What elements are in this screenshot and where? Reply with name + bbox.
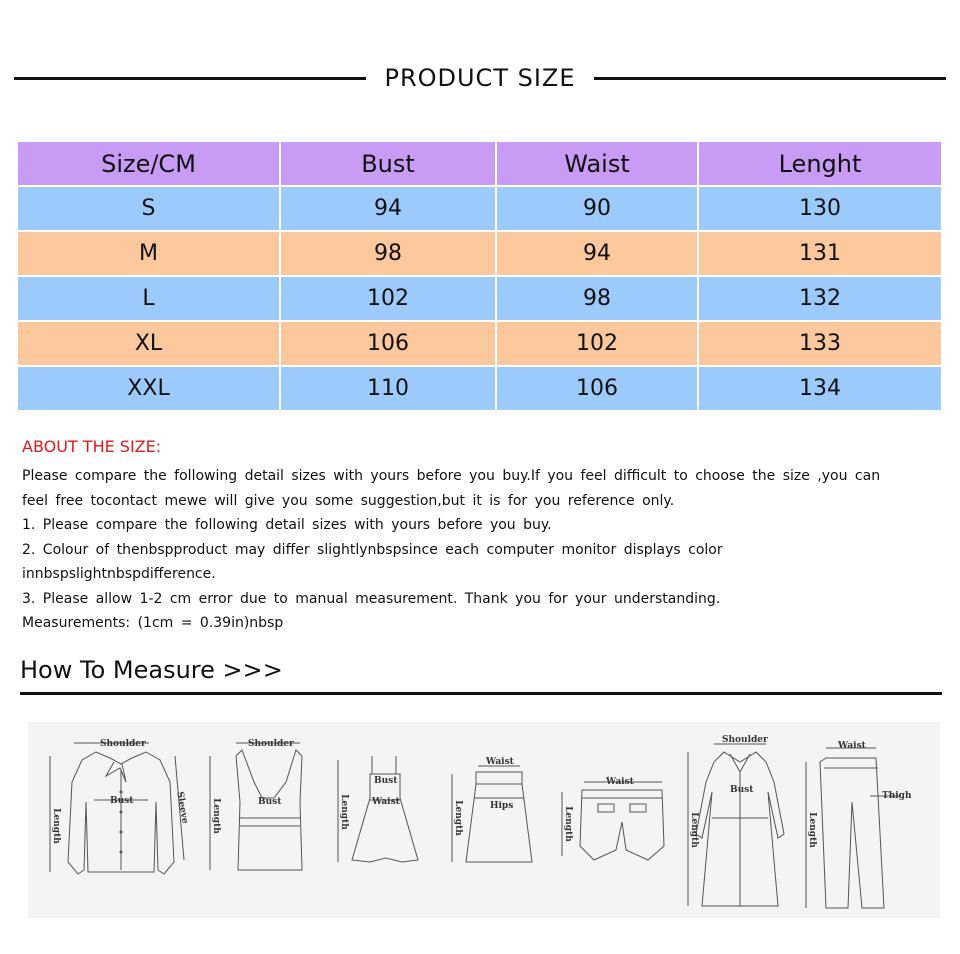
shirt-diagram xyxy=(34,722,194,918)
measurement-figures xyxy=(28,722,940,918)
waist-cell: 102 xyxy=(496,321,698,366)
waist-cell: 90 xyxy=(496,186,698,231)
waist-cell: 98 xyxy=(496,276,698,321)
size-cell: L xyxy=(17,276,280,321)
tank-shoulder-label: Shoulder xyxy=(248,739,294,749)
title-divider-left xyxy=(14,77,366,80)
coat-shoulder-label: Shoulder xyxy=(722,735,768,745)
shorts-length-label: Length xyxy=(563,806,573,842)
column-header-bust: Bust xyxy=(280,141,496,186)
pants-thigh-label: Thigh xyxy=(882,791,912,801)
about-line: Please compare the following detail sizes with yours before you buy.If you feel difficult to choose the size ,you can xyxy=(22,468,881,484)
pants-length-label: Length xyxy=(807,812,817,848)
tank-outline xyxy=(204,722,324,918)
shirt-bust-label: Bust xyxy=(110,796,134,806)
length-cell: 134 xyxy=(698,366,942,411)
shorts-waist-label: Waist xyxy=(606,777,634,787)
pants-waist-label: Waist xyxy=(838,741,866,751)
about-line: 3. Please allow 1-2 cm error due to manual measurement. Thank you for your understanding. xyxy=(22,590,721,607)
table-row xyxy=(17,231,942,276)
tank-length-label: Length xyxy=(211,798,221,834)
bust-cell: 102 xyxy=(280,276,496,321)
waist-cell: 106 xyxy=(496,366,698,411)
coat-length-label: Length xyxy=(689,812,699,848)
size-cell: M xyxy=(17,231,280,276)
about-line: Measurements: (1cm = 0.39in)nbsp xyxy=(22,615,284,631)
shirt-sleeve-label: Sleeve xyxy=(174,790,190,825)
pants-diagram xyxy=(800,722,930,918)
shirt-outline xyxy=(34,722,194,918)
table-row xyxy=(17,321,942,366)
product-size-header xyxy=(14,60,946,96)
page-title: PRODUCT SIZE xyxy=(384,64,576,92)
length-cell: 131 xyxy=(698,231,942,276)
skirt-length-label: Length xyxy=(453,800,463,836)
skirt-outline xyxy=(438,722,548,918)
length-cell: 132 xyxy=(698,276,942,321)
table-row xyxy=(17,366,942,411)
bust-cell: 110 xyxy=(280,366,496,411)
tank-bust-label: Bust xyxy=(258,797,282,807)
bust-cell: 94 xyxy=(280,186,496,231)
about-line: feel free tocontact mewe will give you some suggestion,but it is for you reference only. xyxy=(22,492,675,509)
shirt-length-label: Length xyxy=(51,808,61,844)
shirt-shoulder-label: Shoulder xyxy=(100,739,146,749)
column-header-size: Size/CM xyxy=(17,141,280,186)
table-row xyxy=(17,276,942,321)
tank-diagram xyxy=(204,722,324,918)
size-cell: XXL xyxy=(17,366,280,411)
about-line: 1. Please compare the following detail sizes with yours before you buy. xyxy=(22,517,552,533)
column-header-waist: Waist xyxy=(496,141,698,186)
skirt-waist-label: Waist xyxy=(486,757,514,767)
shorts-diagram xyxy=(552,722,672,918)
how-to-measure-title: How To Measure >>> xyxy=(20,656,283,684)
coat-bust-label: Bust xyxy=(730,785,754,795)
waist-cell: 94 xyxy=(496,231,698,276)
coat-outline xyxy=(678,722,798,918)
skirt-diagram xyxy=(438,722,548,918)
dress-bust-label: Bust xyxy=(374,776,398,786)
bust-cell: 106 xyxy=(280,321,496,366)
column-header-length: Lenght xyxy=(698,141,942,186)
dress-outline xyxy=(326,722,436,918)
how-to-measure-heading xyxy=(20,656,942,695)
skirt-hips-label: Hips xyxy=(490,801,514,811)
size-table xyxy=(16,140,943,412)
about-size-section xyxy=(22,437,882,636)
dress-diagram xyxy=(326,722,436,918)
bust-cell: 98 xyxy=(280,231,496,276)
title-divider-right xyxy=(594,77,946,80)
about-line: innbspslightnbspdifference. xyxy=(22,566,216,582)
dress-length-label: Length xyxy=(339,794,349,830)
pants-outline xyxy=(800,722,930,918)
about-size-title: ABOUT THE SIZE: xyxy=(22,437,162,456)
shorts-outline xyxy=(552,722,672,918)
length-cell: 130 xyxy=(698,186,942,231)
table-row xyxy=(17,186,942,231)
size-table-header xyxy=(17,141,942,186)
size-cell: XL xyxy=(17,321,280,366)
dress-waist-label: Waist xyxy=(372,797,400,807)
coat-diagram xyxy=(678,722,798,918)
size-cell: S xyxy=(17,186,280,231)
length-cell: 133 xyxy=(698,321,942,366)
about-line: 2. Colour of thenbspproduct may differ slightlynbspsince each computer monitor displays color xyxy=(22,541,723,558)
